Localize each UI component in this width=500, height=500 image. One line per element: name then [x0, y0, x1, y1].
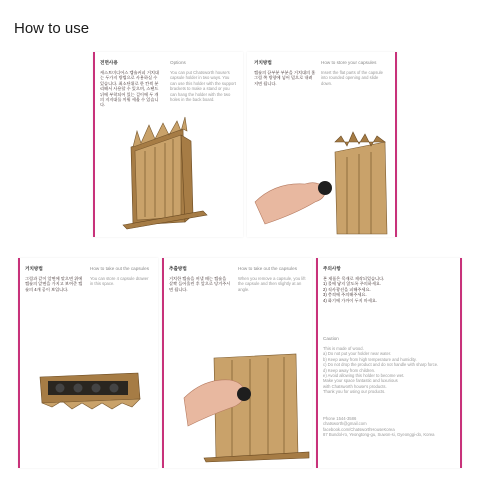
caution-line-ko: 3) 충격에 주의해주세요. — [323, 292, 367, 298]
takeout-text-en: When you remove a capsule, you lift the capsule and then slightly at an angle. — [238, 276, 306, 292]
drawer-heading-en: How to take out the capsules — [90, 266, 149, 271]
takeout-heading-ko: 추출방법 — [169, 266, 187, 271]
drawer-heading-ko: 거치방법 — [25, 266, 43, 271]
store-text-ko: 캡슐의 끝부분 부분을 거치대의 홈 그림 쪽 방향에 넣어 밀으로 내려 저면 됩니다. — [254, 70, 316, 86]
options-text-ko: 캐스트미디어스 캡슐커피 거치대는 두가지 방법으로 사용하실 수 있습니다. 최소단위로 한 칸씩 분리해서 사용할 수 있으며, 스탠드 뒤에 부착되어 있는 걸이에 두 개의 지지대를 끼워 세울 수 있습니다. — [100, 70, 159, 108]
caution-line-en: b) Keep away from high temperature and humidity. — [323, 356, 417, 362]
capsule-drawer-illustration — [40, 373, 140, 413]
contact-line: facebook.com/ChatsworthHouseKorea — [323, 426, 395, 432]
caution-line-ko: 1) 물에 닿지 않도록 주의하세요. — [323, 281, 382, 287]
options-text-en: You can put Chatsworth house's capsule holder in two ways. You can use this holder with the support brackets to make a stand or you can hang the holder with the two holes in the back board. — [170, 70, 236, 103]
panel-divider — [460, 258, 462, 468]
panel-takeout — [162, 258, 312, 468]
hand-inserting-capsule-illustration — [255, 142, 395, 237]
panel-divider — [18, 258, 20, 468]
drawer-text-en: You can store 4 capsule drawer in this space. — [90, 276, 149, 287]
panel-divider — [316, 258, 318, 468]
caution-line-en: c) Do not drop the product and do not handle with sharp force. — [323, 362, 439, 368]
caution-line-en: e) Avoid allowing this holder to become wet. — [323, 373, 405, 379]
panel-drawer — [18, 258, 158, 468]
caution-list-ko — [323, 276, 453, 303]
standing-holder-illustration — [123, 117, 213, 232]
caution-label-en: Caution — [323, 336, 339, 341]
caution-line-ko: 본 제품은 목재로 제작되었습니다. — [323, 276, 385, 281]
caution-line-en: Thank you for using our products. — [323, 389, 386, 395]
hand-removing-capsule-illustration — [184, 358, 309, 463]
caution-line-en: This is made of wood. — [323, 346, 364, 351]
options-heading-ko: 전면사용 — [100, 60, 118, 65]
caution-line-en: a) Do not put your holder near water. — [323, 351, 392, 357]
contact-line: chatsworth@gmail.com — [323, 421, 367, 427]
caution-line-ko: 2) 직사광선을 피해주세요. — [323, 286, 371, 292]
panel-caution — [316, 258, 462, 468]
panel-divider — [162, 258, 164, 468]
caution-heading-ko: 주의사항 — [323, 266, 341, 271]
contact-line: 87 Bundol-ro, Yeongtong-gu, Suwon-si, Gyeonggi-do, Korea — [323, 432, 435, 438]
contact-line: Phone 1544-3586 — [323, 416, 357, 421]
page-title: How to use — [14, 20, 90, 37]
store-text-en: Insert the flat parts of the capsule into rounded opening and slide down. — [321, 70, 383, 86]
caution-list-en — [323, 346, 455, 395]
drawer-text-ko: 그림과 같이 앞면에 맞으면 위에 캡슐의 앞면을 가지고 보여준 캡슐의 4개 공이 보입니다. — [25, 276, 83, 292]
panel-options — [93, 52, 243, 237]
panel-store — [247, 52, 397, 237]
panel-divider — [395, 52, 397, 237]
store-heading-en: How to store your capsules — [321, 60, 377, 65]
caution-line-en: Make your space fantastic and luxurious — [323, 378, 398, 384]
panel-divider — [93, 52, 95, 237]
caution-line-en: d) Keep away from children. — [323, 367, 376, 373]
options-heading-en: Options — [170, 60, 186, 65]
takeout-text-ko: 거치한 캡슐을 꺼낼 때는 캡슐을 살짝 들어올린 후 앞으로 당겨주시면 됩니다. — [169, 276, 231, 292]
contact-info — [323, 416, 455, 438]
takeout-heading-en: How to take out the capsules — [238, 266, 297, 271]
caution-line-en: with Chatsworth house's products. — [323, 383, 387, 389]
caution-line-ko: 4) 화기에 가까이 두지 마세요. — [323, 297, 378, 303]
store-heading-ko: 거치방법 — [254, 60, 272, 65]
